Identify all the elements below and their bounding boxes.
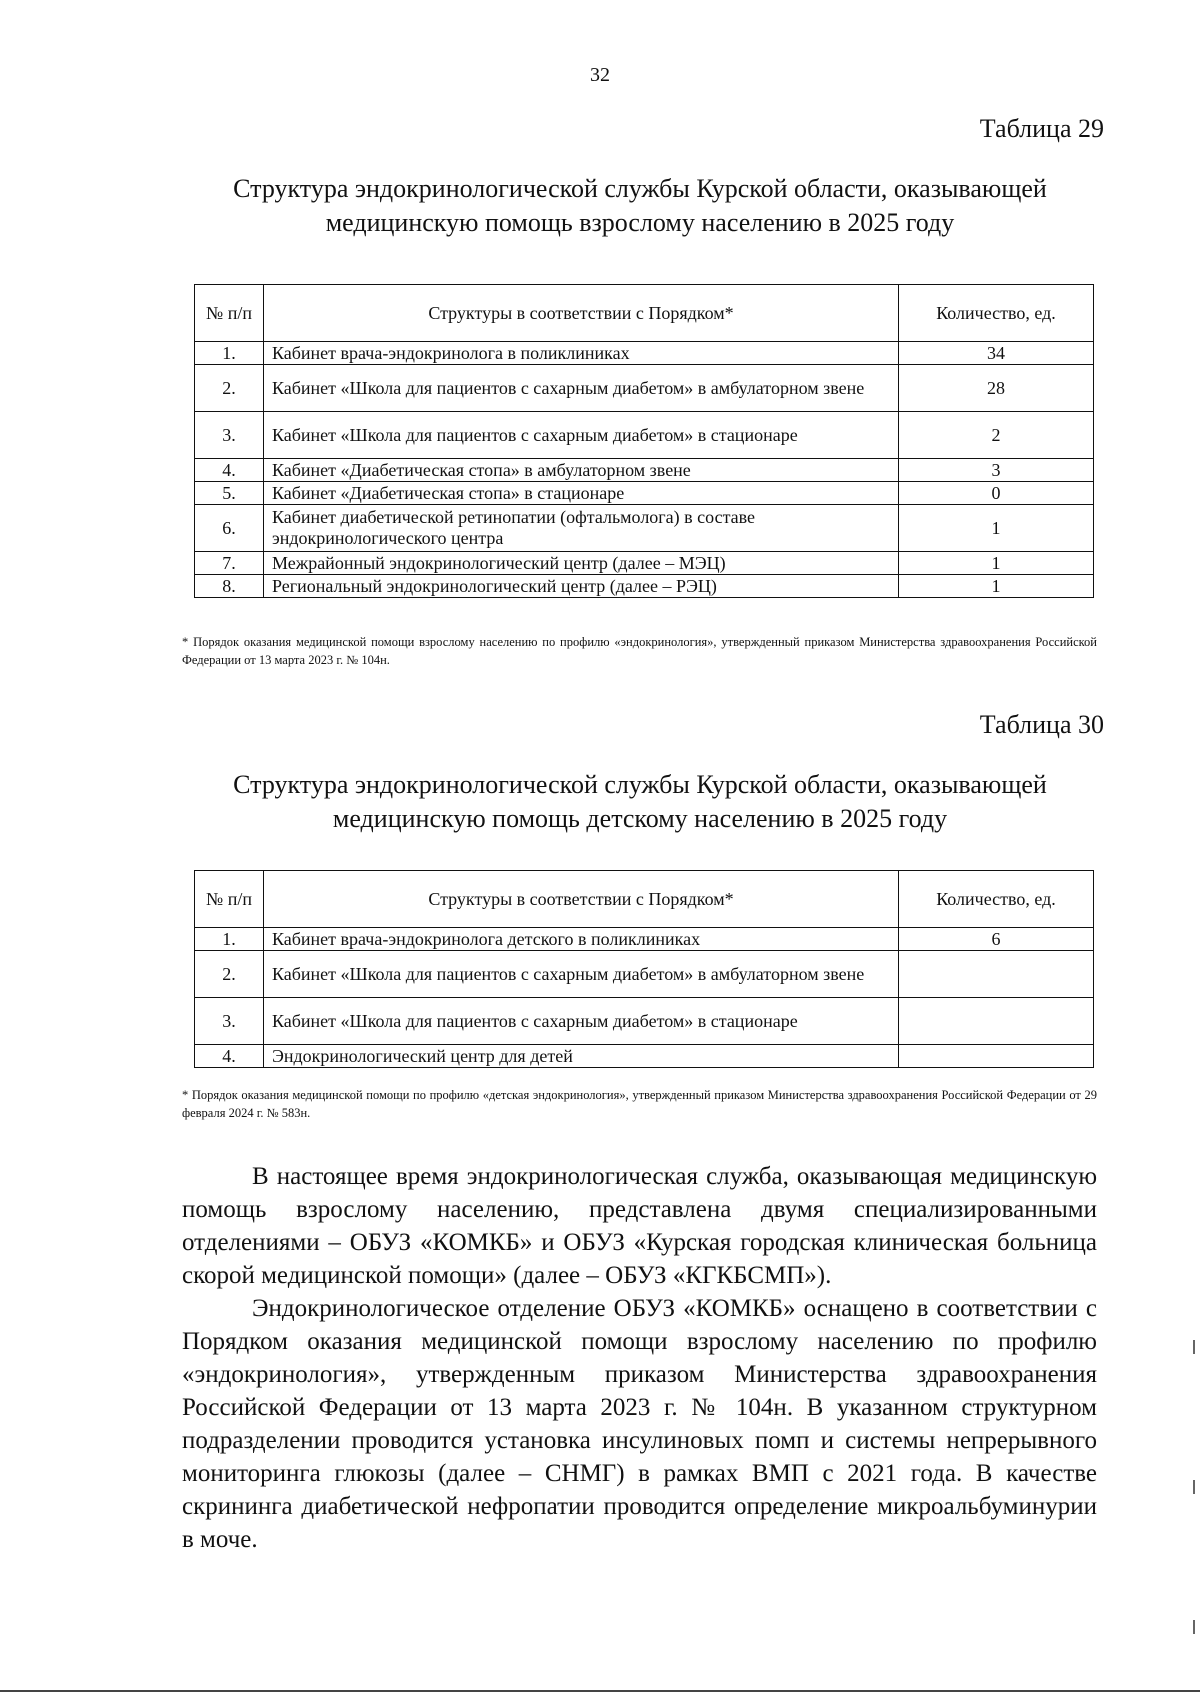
- row-structure: Эндокринологический центр для детей: [264, 1045, 899, 1068]
- row-structure: Кабинет врача-эндокринолога детского в поликлиниках: [264, 928, 899, 951]
- table-header-row: [195, 285, 1094, 342]
- paragraph: В настоящее время эндокринологическая служба, оказывающая медицинскую помощь взрослому населению, представлена двумя специализированными отделениями – ОБУЗ «КОМКБ» и ОБУЗ «Курская городская клиническая больница скорой медицинской помощи» (далее – ОБУЗ «КГКБСМП»).: [182, 1163, 1097, 1289]
- table-30-title: Структура эндокринологической службы Курской области, оказывающей медицинскую помощь детскому населению в 2025 году: [233, 770, 1047, 833]
- row-quantity: [899, 998, 1094, 1045]
- table-row: [195, 412, 1094, 459]
- table-row: [195, 998, 1094, 1045]
- row-number: 3.: [195, 998, 264, 1045]
- table-row: [195, 482, 1094, 505]
- row-quantity: 3: [899, 459, 1094, 482]
- row-number: 3.: [195, 412, 264, 459]
- row-quantity: 1: [899, 552, 1094, 575]
- body-text: [182, 1160, 1097, 1556]
- header-structures: Структуры в соответствии с Порядком*: [264, 285, 899, 342]
- table-29-title: Структура эндокринологической службы Курской области, оказывающей медицинскую помощь взрослому населению в 2025 году: [233, 174, 1047, 237]
- table-29: [194, 284, 1094, 598]
- row-number: 5.: [195, 482, 264, 505]
- row-structure: Кабинет диабетической ретинопатии (офтальмолога) в составе эндокринологического центра: [264, 505, 899, 552]
- table-29-footnote: * Порядок оказания медицинской помощи взрослому населению по профилю «эндокринология», утвержденный приказом Министерства здравоохранения Российской Федерации от 13 марта 2023 г. № 104н.: [182, 635, 1097, 667]
- row-number: 2.: [195, 365, 264, 412]
- row-number: 6.: [195, 505, 264, 552]
- table-row: [195, 459, 1094, 482]
- row-quantity: [899, 951, 1094, 998]
- row-number: 2.: [195, 951, 264, 998]
- scan-margin-mark: [1193, 1480, 1195, 1494]
- table-row: [195, 552, 1094, 575]
- row-structure: Кабинет «Школа для пациентов с сахарным диабетом» в амбулаторном звене: [264, 365, 899, 412]
- row-number: 4.: [195, 459, 264, 482]
- table-row: [195, 505, 1094, 552]
- table-30-caption: Таблица 30: [979, 710, 1104, 739]
- row-number: 1.: [195, 928, 264, 951]
- row-structure: Кабинет «Школа для пациентов с сахарным диабетом» в амбулаторном звене: [264, 951, 899, 998]
- row-quantity: [899, 1045, 1094, 1068]
- row-structure: Кабинет «Диабетическая стопа» в амбулаторном звене: [264, 459, 899, 482]
- page-number: 32: [590, 64, 610, 86]
- header-quantity: Количество, ед.: [899, 285, 1094, 342]
- header-number: № п/п: [195, 285, 264, 342]
- table-row: [195, 342, 1094, 365]
- table-row: [195, 951, 1094, 998]
- row-structure: Региональный эндокринологический центр (далее – РЭЦ): [264, 575, 899, 598]
- row-quantity: 2: [899, 412, 1094, 459]
- header-number: № п/п: [195, 871, 264, 928]
- paragraph: Эндокринологическое отделение ОБУЗ «КОМКБ» оснащено в соответствии с Порядком оказания медицинской помощи взрослому населению по профилю «эндокринология», утвержденным приказом Министерства здравоохранения Российской Федерации от 13 марта 2023 г. № 104н. В указанном структурном подразделении проводится установка инсулиновых помп и системы непрерывного мониторинга глюкозы (далее – СНМГ) в рамках ВМП с 2021 года. В качестве скрининга диабетической нефропатии проводится определение микроальбуминурии в моче.: [182, 1295, 1097, 1553]
- row-quantity: 34: [899, 342, 1094, 365]
- row-number: 8.: [195, 575, 264, 598]
- row-number: 1.: [195, 342, 264, 365]
- scan-margin-mark: [1193, 1340, 1195, 1354]
- table-row: [195, 928, 1094, 951]
- row-structure: Межрайонный эндокринологический центр (далее – МЭЦ): [264, 552, 899, 575]
- row-quantity: 28: [899, 365, 1094, 412]
- row-structure: Кабинет врача-эндокринолога в поликлиниках: [264, 342, 899, 365]
- scan-bottom-edge: [0, 1690, 1200, 1692]
- row-quantity: 0: [899, 482, 1094, 505]
- row-quantity: 1: [899, 575, 1094, 598]
- row-quantity: 1: [899, 505, 1094, 552]
- header-structures: Структуры в соответствии с Порядком*: [264, 871, 899, 928]
- table-row: [195, 1045, 1094, 1068]
- header-quantity: Количество, ед.: [899, 871, 1094, 928]
- row-quantity: 6: [899, 928, 1094, 951]
- row-structure: Кабинет «Школа для пациентов с сахарным диабетом» в стационаре: [264, 412, 899, 459]
- table-row: [195, 575, 1094, 598]
- table-header-row: [195, 871, 1094, 928]
- row-number: 7.: [195, 552, 264, 575]
- row-number: 4.: [195, 1045, 264, 1068]
- row-structure: Кабинет «Диабетическая стопа» в стационаре: [264, 482, 899, 505]
- table-row: [195, 365, 1094, 412]
- scan-margin-mark: [1193, 1620, 1195, 1634]
- table-30-footnote: * Порядок оказания медицинской помощи по профилю «детская эндокринология», утвержденный приказом Министерства здравоохранения Российской Федерации от 29 февраля 2024 г. № 583н.: [182, 1088, 1097, 1120]
- table-29-caption: Таблица 29: [979, 114, 1104, 143]
- row-structure: Кабинет «Школа для пациентов с сахарным диабетом» в стационаре: [264, 998, 899, 1045]
- table-30: [194, 870, 1094, 1068]
